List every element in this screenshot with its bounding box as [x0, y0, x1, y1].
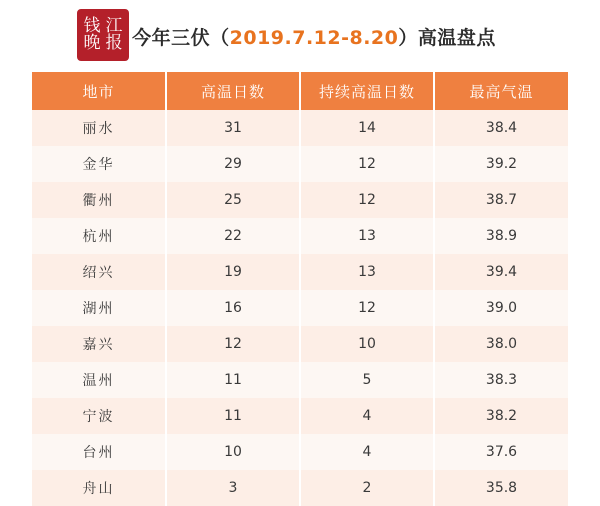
page-title	[104, 23, 496, 53]
cell-max-temp: 38.2	[434, 398, 568, 434]
table-row	[32, 290, 568, 326]
cell-max-temp: 35.8	[434, 470, 568, 506]
table-row	[32, 110, 568, 146]
cell-city: 嘉兴	[32, 326, 166, 362]
cell-consecutive-days: 12	[300, 290, 434, 326]
publisher-logo	[72, 2, 134, 68]
cell-hot-days: 3	[166, 470, 300, 506]
cell-max-temp: 38.4	[434, 110, 568, 146]
cell-city: 温州	[32, 362, 166, 398]
heat-table-container	[32, 72, 568, 506]
table-row	[32, 434, 568, 470]
cell-city: 衢州	[32, 182, 166, 218]
cell-consecutive-days: 12	[300, 146, 434, 182]
cell-city: 舟山	[32, 470, 166, 506]
cell-max-temp: 38.7	[434, 182, 568, 218]
table-row	[32, 362, 568, 398]
cell-hot-days: 25	[166, 182, 300, 218]
cell-max-temp: 39.4	[434, 254, 568, 290]
cell-city: 绍兴	[32, 254, 166, 290]
cell-city: 台州	[32, 434, 166, 470]
table-row	[32, 254, 568, 290]
cell-max-temp: 39.2	[434, 146, 568, 182]
column-header-city: 地市	[32, 72, 166, 110]
table-row	[32, 182, 568, 218]
table-row	[32, 398, 568, 434]
cell-consecutive-days: 2	[300, 470, 434, 506]
cell-consecutive-days: 10	[300, 326, 434, 362]
cell-consecutive-days: 12	[300, 182, 434, 218]
heat-summary-table	[32, 72, 568, 506]
seal-icon	[77, 9, 129, 61]
table-row	[32, 326, 568, 362]
cell-max-temp: 37.6	[434, 434, 568, 470]
seal-char-3: 晚	[83, 33, 101, 53]
cell-hot-days: 10	[166, 434, 300, 470]
title-date-range: 2019.7.12-8.20	[229, 26, 399, 49]
cell-hot-days: 12	[166, 326, 300, 362]
title-suffix: ）高温盘点	[398, 26, 496, 49]
cell-max-temp: 39.0	[434, 290, 568, 326]
column-header-hot-days: 高温日数	[166, 72, 300, 110]
table-header	[32, 72, 568, 110]
cell-hot-days: 29	[166, 146, 300, 182]
cell-city: 宁波	[32, 398, 166, 434]
cell-max-temp: 38.3	[434, 362, 568, 398]
cell-hot-days: 16	[166, 290, 300, 326]
cell-consecutive-days: 13	[300, 254, 434, 290]
cell-hot-days: 22	[166, 218, 300, 254]
column-header-consecutive-days: 持续高温日数	[300, 72, 434, 110]
cell-hot-days: 31	[166, 110, 300, 146]
cell-max-temp: 38.0	[434, 326, 568, 362]
table-row	[32, 146, 568, 182]
cell-consecutive-days: 5	[300, 362, 434, 398]
column-header-max-temp: 最高气温	[434, 72, 568, 110]
cell-hot-days: 11	[166, 362, 300, 398]
cell-city: 杭州	[32, 218, 166, 254]
cell-consecutive-days: 4	[300, 398, 434, 434]
cell-consecutive-days: 13	[300, 218, 434, 254]
cell-consecutive-days: 4	[300, 434, 434, 470]
header	[0, 0, 600, 72]
seal-char-4: 报	[105, 33, 123, 53]
cell-hot-days: 19	[166, 254, 300, 290]
cell-city: 丽水	[32, 110, 166, 146]
table-row	[32, 470, 568, 506]
cell-max-temp: 38.9	[434, 218, 568, 254]
title-prefix: 今年三伏（	[132, 26, 230, 49]
cell-hot-days: 11	[166, 398, 300, 434]
cell-city: 湖州	[32, 290, 166, 326]
table-row	[32, 218, 568, 254]
table-header-row	[32, 72, 568, 110]
table-body	[32, 110, 568, 506]
cell-city: 金华	[32, 146, 166, 182]
seal-char-1: 钱	[83, 16, 101, 36]
seal-char-2: 江	[105, 16, 123, 36]
cell-consecutive-days: 14	[300, 110, 434, 146]
